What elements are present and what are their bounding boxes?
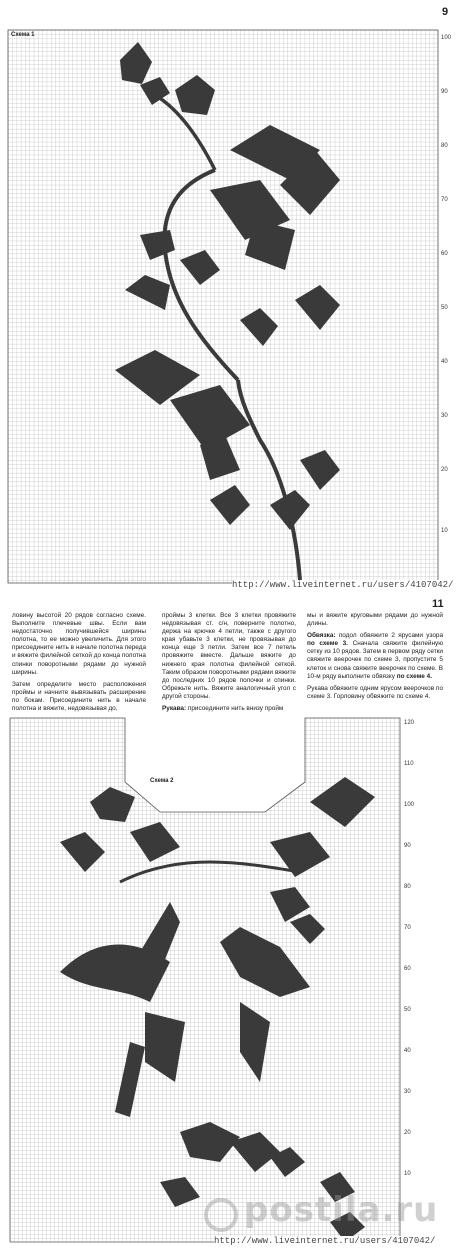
chart1-row-label: 30 [441, 413, 448, 419]
watermark-url-top: http://www.liveinternet.ru/users/4107042/ [232, 580, 454, 590]
edging-heading: Обвязка: [307, 632, 336, 640]
scheme-ref: по схеме 4. [396, 672, 432, 680]
watermark-site: postila.ru [244, 1190, 439, 1230]
paragraph: Затем определите место расположения проймы и начните вывязывать расширение по бокам. Присоедините нить в начале полотна и вяжите, недовязывая до, [12, 680, 146, 713]
chart1-row-label: 10 [441, 528, 448, 534]
chart2-row-label: 90 [404, 843, 411, 849]
edging-text: подол обвяжите 2 ярусами узора [338, 632, 443, 640]
chart2-row-label: 40 [404, 1048, 411, 1054]
paragraph: Рукава обвяжите одним ярусом веерочков по схеме 3. Горловину обвяжите по схеме 4. [307, 684, 443, 700]
paragraph [307, 632, 443, 681]
chart2-row-label: 110 [404, 761, 414, 767]
chart1-row-label: 60 [441, 251, 448, 257]
text-column-3 [307, 612, 443, 705]
text-column-1 [12, 612, 146, 717]
scheme-ref: по схеме 3. [307, 640, 348, 648]
chart1-grid [0, 0, 460, 600]
chart1-row-label: 50 [441, 305, 448, 311]
paragraph: проймы 3 клетки. Все 3 клетки провяжите недовязывая ст. с/н, поверните полотно, держа на крючке 4 петли, также с другого края убавьте 3 клетки, не провязывая до конца еще 3 петли. Затем все 7 петель провяжите вместе. Дальше вяжите до нижнего края полотна филейной сеткой. Таким образом поворотными рядами вяжите до последних 10 рядов полочки и спинки. Обрежьте нить. Вяжите аналогичный угол с другой стороны. [162, 612, 296, 700]
chart1-row-label: 80 [441, 143, 448, 149]
chart2-row-label: 20 [404, 1130, 411, 1136]
page-number-bottom: 11 [432, 598, 444, 610]
postila-logo-icon [204, 1198, 238, 1232]
chart1-label: Схема 1 [11, 32, 35, 38]
chart1-row-label: 70 [441, 197, 448, 203]
chart2-row-label: 100 [404, 802, 415, 808]
sleeves-heading: Рукава: [162, 705, 187, 713]
chart1-row-label: 100 [441, 35, 452, 41]
chart1-row-label: 40 [441, 359, 448, 365]
chart2-row-label: 50 [404, 1007, 411, 1013]
chart1-row-label: 20 [441, 467, 448, 473]
chart2-row-label: 120 [404, 720, 415, 726]
chart2-row-label: 60 [404, 966, 411, 972]
watermark-url-bottom: http://www.liveinternet.ru/users/4107042/ [214, 1236, 436, 1246]
chart1-row-label: 90 [441, 89, 448, 95]
chart2-row-label: 80 [404, 884, 411, 890]
paragraph: мы и вяжите круговыми рядами до нужной длины. [307, 612, 443, 628]
edging-text: Сначала свяжите филейную сетку из 10 рядов. Затем в первом ряду сетки свяжите веерочек по схеме 3, пропустите 5 клеток и снова свяжите веерочек по схеме. В 10-м ряду выполните обвязку [307, 640, 443, 680]
sleeves-text: присоедините нить внизу пройм [187, 705, 284, 713]
chart2-row-label: 70 [404, 925, 411, 931]
paragraph: ловину высотой 20 рядов согласно схеме. Выполните плечевые швы. Если вам недостаточно получившейся ширины полотна, то ее можно увеличить. Для этого присоедините нить в начале полотна переда и вяжите филейной сеткой до конца полотна спинки поворотными рядами до нужной ширины. [12, 612, 146, 676]
chart2-row-label: 30 [404, 1089, 411, 1095]
page-number-top: 9 [442, 6, 449, 18]
text-column-2 [162, 612, 296, 717]
chart2-row-label: 10 [404, 1171, 411, 1177]
chart2-label: Схема 2 [150, 778, 174, 784]
chart2-grid [0, 712, 460, 1252]
